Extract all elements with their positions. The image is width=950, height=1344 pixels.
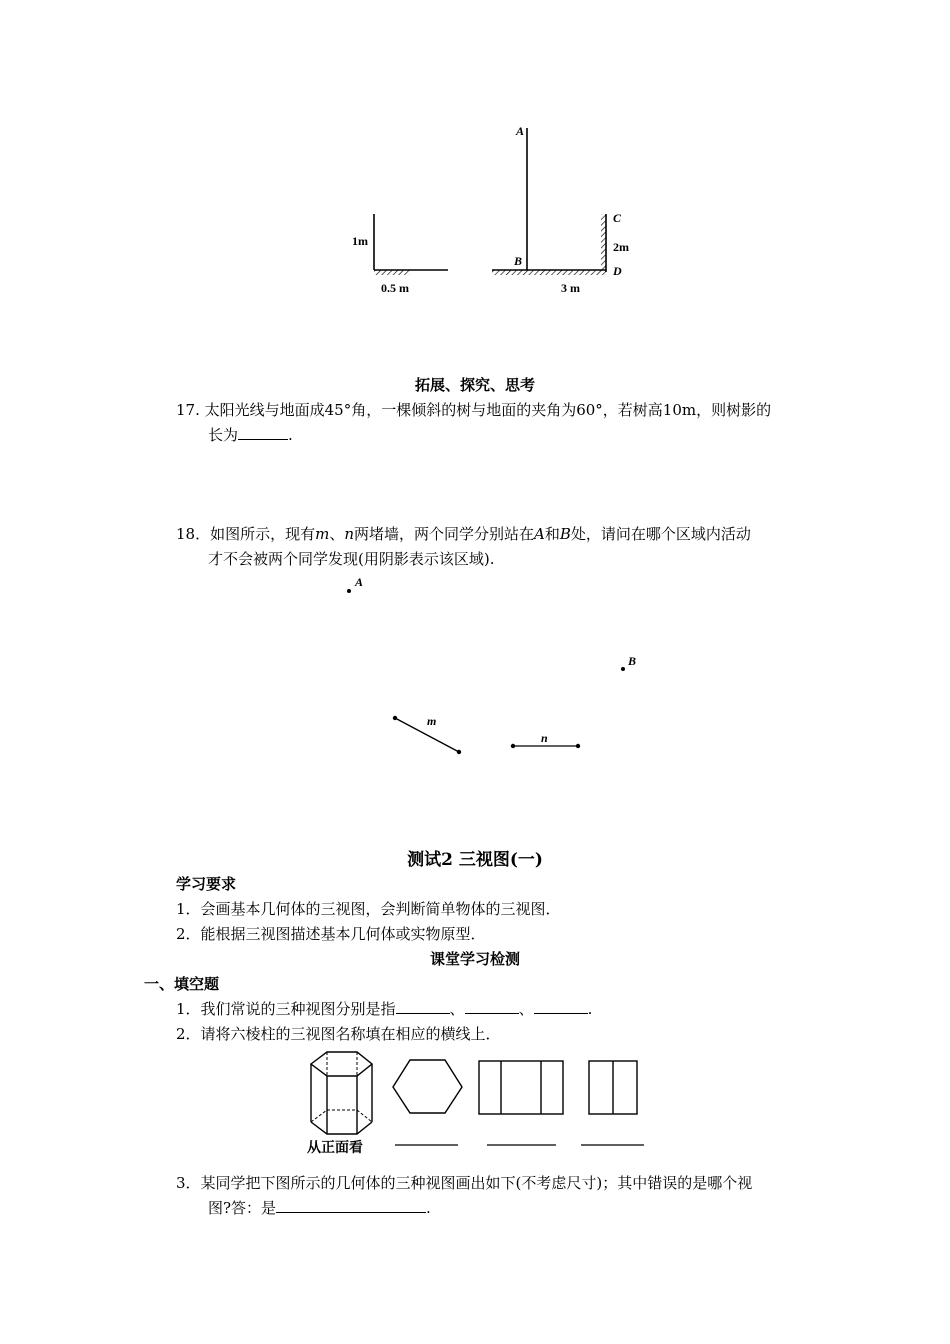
q3-blank[interactable] (276, 1198, 426, 1213)
q18-m: m (315, 525, 330, 543)
fill-question-3-line1: 3．某同学把下图所示的几何体的三种视图画出如下(不考虑尺寸)；其中错误的是哪个视 (176, 1174, 753, 1192)
label-b: B (514, 254, 523, 268)
walls-label-a: A (355, 575, 364, 589)
q18-text-d: 处，请问在哪个区域内活动 (570, 525, 751, 543)
q18-text-a: 18．如图所示，现有 (176, 525, 316, 543)
study-requirement-1: 1．会画基本几何体的三视图，会判断简单物体的三视图． (176, 900, 561, 918)
fill-question-2: 2．请将六棱柱的三视图名称填在相应的横线上． (176, 1025, 501, 1043)
front-view-caption: 从正面看 (307, 1140, 363, 1156)
class-check-heading: 课堂学习检测 (429, 950, 520, 968)
q18-b: B (559, 525, 571, 543)
front-view-rect (479, 1061, 563, 1114)
part1-heading: 一、填空题 (144, 975, 220, 993)
q1-end: . (587, 1000, 593, 1018)
section-heading-extension: 拓展、探究、思考 (414, 376, 535, 394)
q3-prefix: 图?答：是 (208, 1199, 277, 1217)
label-d: D (613, 264, 622, 278)
hex-prism-3d (311, 1052, 372, 1134)
q18-text-c: 和 (544, 525, 560, 543)
label-width-05m: 0.5 m (381, 281, 409, 295)
q3-end: . (426, 1199, 431, 1217)
label-height-2m: 2m (613, 240, 629, 254)
walls-label-m: m (427, 714, 437, 728)
q17-prefix: 长为 (208, 426, 239, 444)
walls-label-n: n (541, 731, 548, 745)
label-a: A (516, 124, 525, 138)
q18-text-b: 两堵墙，两个同学分别站在 (354, 525, 535, 543)
q17-suffix: . (288, 426, 293, 444)
q1-text: 1．我们常说的三种视图分别是指 (176, 1000, 396, 1018)
q1-sep-1: 、 (449, 1000, 465, 1018)
study-requirement-2: 2．能根据三视图描述基本几何体或实物原型． (176, 925, 486, 943)
question-17-line1: 17. 太阳光线与地面成45°角，一棵倾斜的树与地面的夹角为60°，若树高10m，则树影的 (176, 401, 772, 419)
side-view-rect (589, 1061, 637, 1114)
q1-sep-2: 、 (518, 1000, 534, 1018)
q18-a: A (534, 525, 545, 543)
study-requirements-heading: 学习要求 (176, 875, 237, 893)
q18-sep: 、 (329, 525, 345, 543)
label-height-1m: 1m (352, 234, 368, 248)
walls-label-b: B (628, 654, 637, 668)
top-view-hexagon (393, 1060, 462, 1113)
fill-question-3-line2 (208, 1197, 431, 1219)
label-width-3m: 3 m (561, 281, 580, 295)
question-18-line2: 才不会被两个同学发现(用阴影表示该区域). (208, 550, 495, 568)
label-c: C (613, 211, 622, 225)
test-title: 测试2 三视图(一) (407, 850, 543, 870)
q18-n: n (344, 525, 355, 543)
